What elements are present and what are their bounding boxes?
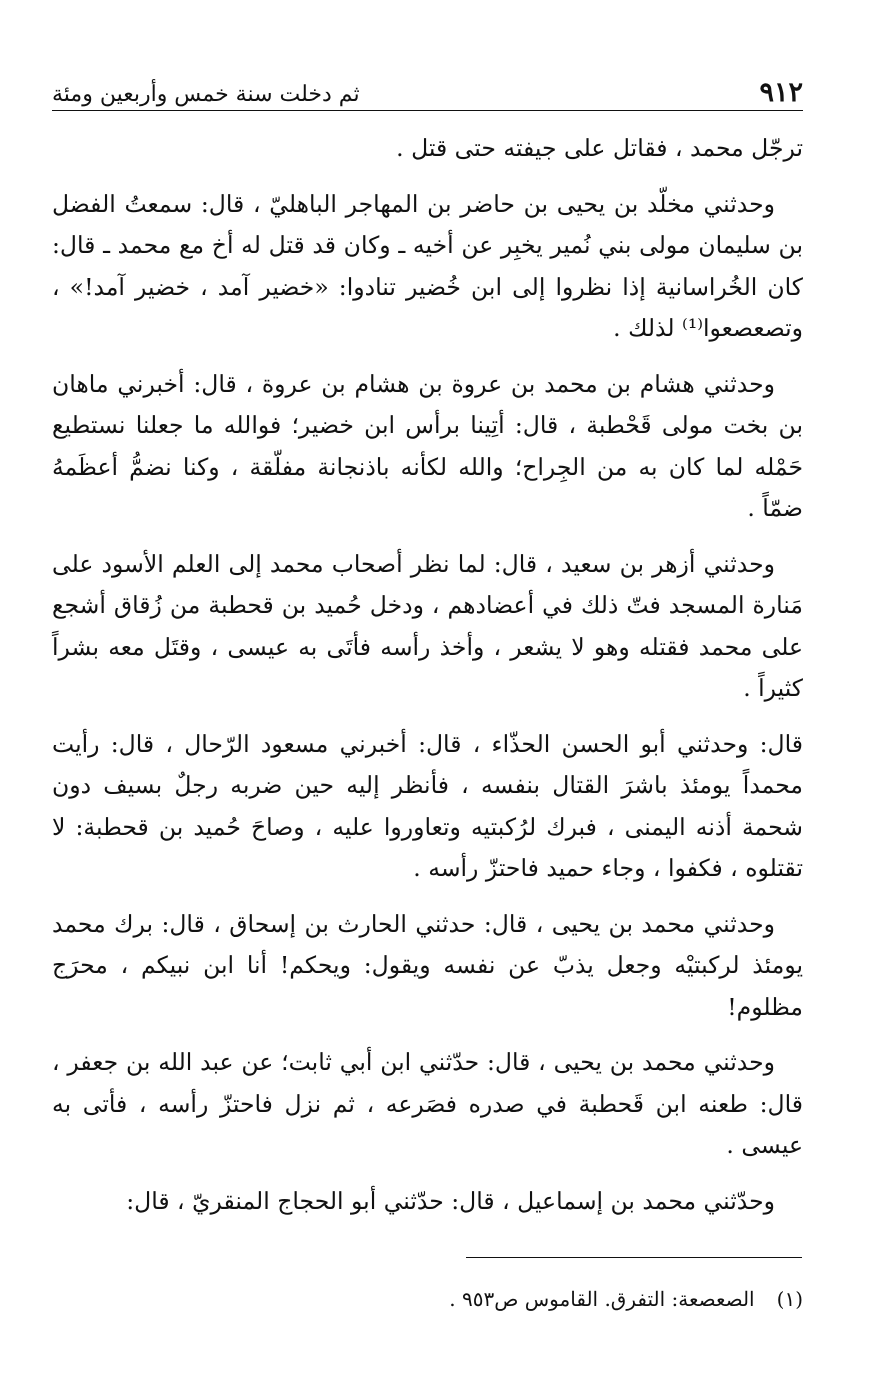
footnote xyxy=(52,1284,803,1314)
footnote-text: الصعصعة: التفرق. القاموس ص٩٥٣ . xyxy=(449,1287,755,1311)
paragraph-1: ترجّل محمد ، فقاتل على جيفته حتى قتل . xyxy=(396,134,803,162)
main-text xyxy=(52,128,803,1236)
running-title: ثم دخلت سنة خمس وأربعين ومئة xyxy=(52,82,360,107)
footnote-number: (١) xyxy=(776,1287,803,1311)
paragraph-6: وحدثني محمد بن يحيى ، قال: حدثني الحارث بن إسحاق ، قال: برك محمد يومئذ لركبتيْه وجعل يذبّ عن نفسه ويقول: ويحكم! أنا ابن نبيكم ، محرَج مظلوم! xyxy=(52,909,803,1021)
page-number: ٩١٢ xyxy=(759,77,803,108)
paragraph-4: وحدثني أزهر بن سعيد ، قال: لما نظر أصحاب محمد إلى العلم الأسود على مَنارة المسجد فتّ ذلك في أعضادهم ، ودخل حُميد بن قحطبة من زُقاق أشجع على محمد فقتله وهو لا يشعر ، وأخذ رأسه فأتَى به عيسى ، وقتَل معه بشراً كثيراً . xyxy=(52,549,803,702)
paragraph-3: وحدثني هشام بن محمد بن عروة بن هشام بن عروة ، قال: أخبرني ماهان بن بخت مولى قَحْطبة ، قال: أتِينا برأس ابن خضير؛ فوالله ما جعلنا نستطيع حَمْله لما كان به من الجِراح؛ والله لكأنه باذنجانة مفلّقة ، وكنا نضمُّ أعظَمهُ ضمّاً . xyxy=(52,369,803,522)
paragraph-2: وحدثني مخلّد بن يحيى بن حاضر بن المهاجر الباهليّ ، قال: سمعتُ الفضل بن سليمان مولى بني نُمير يخبِر عن أخيه ـ وكان قد قتل له أخ مع محمد ـ قال: كان الخُراسانية إذا نظروا إلى ابن خُضير تنادوا: «خضير آمد ، خضير آمد!» ، وتصعصعوا⁽¹⁾ لذلك . xyxy=(52,189,803,342)
paragraph-7: وحدثني محمد بن يحيى ، قال: حدّثني ابن أبي ثابت؛ عن عبد الله بن جعفر ، قال: طعنه ابن قَحطبة في صدره فصَرعه ، ثم نزل فاحتزّ رأسه ، فأتى به عيسى . xyxy=(52,1048,803,1159)
paragraph-8: وحدّثني محمد بن إسماعيل ، قال: حدّثني أبو الحجاج المنقريّ ، قال: xyxy=(126,1186,775,1215)
footnote-divider xyxy=(466,1257,802,1258)
running-header xyxy=(52,66,803,111)
paragraph-5: قال: وحدثني أبو الحسن الحذّاء ، قال: أخبرني مسعود الرّحال ، قال: رأيت محمداً يومئذ باشرَ القتال بنفسه ، فأنظر إليه حين ضربه رجلٌ بسيف دون شحمة أذنه اليمنى ، فبرك لرُكبتيه وتعاوروا عليه ، وصاحَ حُميد بن قحطبة: لا تقتلوه ، فكفوا ، وجاء حميد فاحتزّ رأسه . xyxy=(52,729,803,882)
